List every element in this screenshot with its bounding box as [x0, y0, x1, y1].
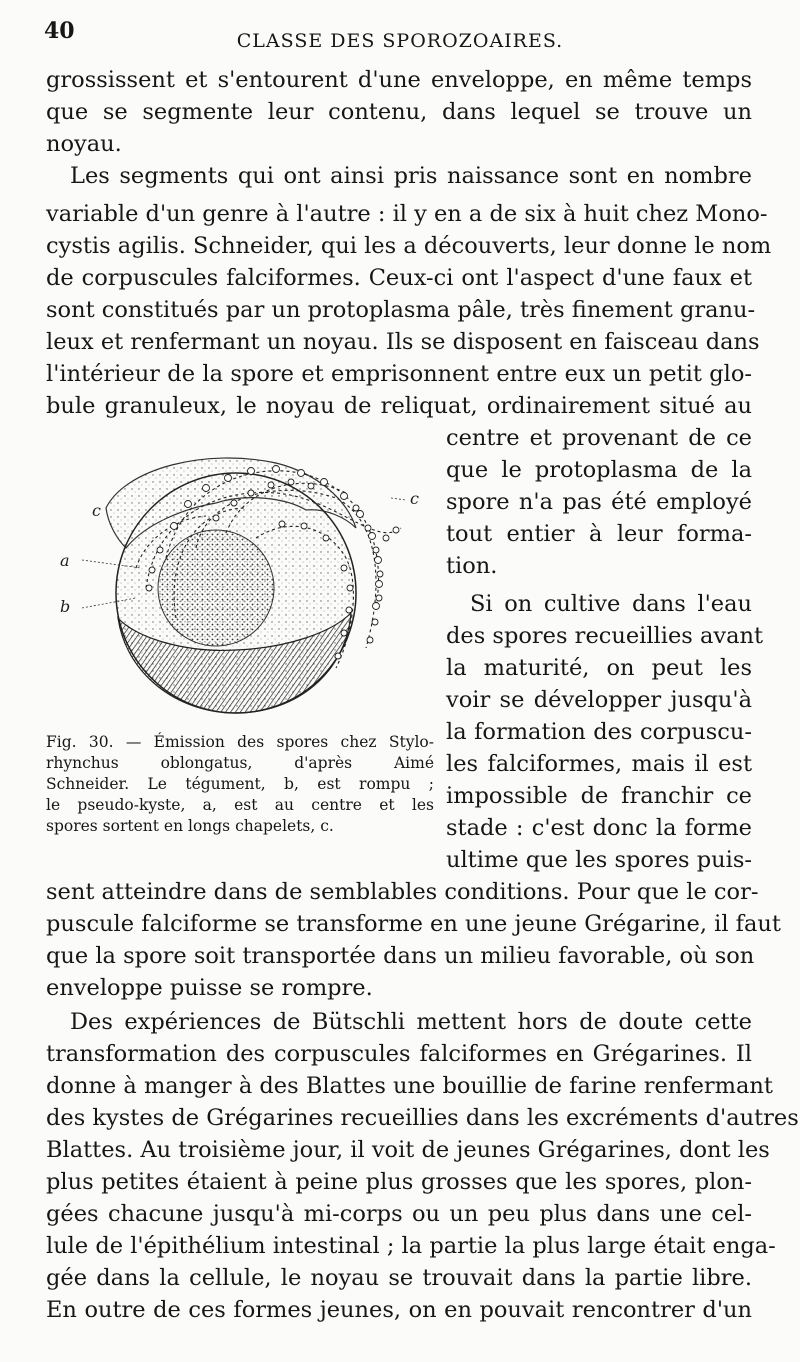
- figure-caption-line: rhynchus oblongatus, d'après Aimé: [46, 754, 434, 772]
- side-line: tion.: [446, 553, 498, 579]
- figure-label-a: a: [60, 551, 70, 570]
- body-line: bule granuleux, le noyau de reliquat, ordinairement situé au: [46, 393, 752, 419]
- side-line: les falciformes, mais il est: [446, 751, 752, 777]
- body-line: lule de l'épithélium intestinal ; la partie la plus large était enga-: [46, 1233, 776, 1259]
- figure-label-c-left: c: [92, 501, 101, 520]
- body-line: sent atteindre dans de semblables conditions. Pour que le cor-: [46, 879, 759, 905]
- figure-illustration: [46, 438, 436, 718]
- body-line: de corpuscules falciformes. Ceux-ci ont l'aspect d'une faux et: [46, 265, 752, 291]
- figure-caption-line: le pseudo-kyste, a, est au centre et les: [46, 796, 434, 814]
- body-line: donne à manger à des Blattes une bouillie de farine renfermant: [46, 1073, 773, 1099]
- side-line: stade : c'est donc la forme: [446, 815, 752, 841]
- body-line: sont constitués par un protoplasma pâle, très finement granu-: [46, 297, 756, 323]
- side-line: la maturité, on peut les: [446, 655, 752, 681]
- figure-caption-line: spores sortent en longs chapelets, c.: [46, 817, 334, 835]
- body-line: gée dans la cellule, le noyau se trouvait dans la partie libre.: [46, 1265, 752, 1291]
- body-line: Les segments qui ont ainsi pris naissance sont en nombre: [70, 163, 752, 189]
- body-line: des kystes de Grégarines recueillies dans les excréments d'autres: [46, 1105, 799, 1131]
- figure-label-c-right: c: [410, 489, 419, 508]
- running-title: CLASSE DES SPOROZOAIRES.: [236, 30, 564, 52]
- side-line: voir se développer jusqu'à: [446, 687, 752, 713]
- side-line: spore n'a pas été employé: [446, 489, 752, 515]
- side-line: impossible de franchir ce: [446, 783, 752, 809]
- side-line: centre et provenant de ce: [446, 425, 752, 451]
- body-line: grossissent et s'entourent d'une enveloppe, en même temps: [46, 67, 752, 93]
- body-line: que se segmente leur contenu, dans lequel se trouve un: [46, 99, 752, 125]
- body-line: gées chacune jusqu'à mi-corps ou un peu plus dans une cel-: [46, 1201, 752, 1227]
- side-line: que le protoplasma de la: [446, 457, 752, 483]
- side-line: tout entier à leur forma-: [446, 521, 752, 547]
- figure-caption-line: Schneider. Le tégument, b, est rompu ;: [46, 775, 434, 793]
- body-line: variable d'un genre à l'autre : il y en a de six à huit chez Mono-: [46, 201, 768, 227]
- page-number: 40: [44, 18, 75, 44]
- body-line: enveloppe puisse se rompre.: [46, 975, 373, 1001]
- body-line: puscule falciforme se transforme en une jeune Grégarine, il faut: [46, 911, 781, 937]
- body-line: transformation des corpuscules falciformes en Grégarines. Il: [46, 1041, 752, 1067]
- body-line: noyau.: [46, 131, 122, 157]
- figure-caption-line: Fig. 30. — Émission des spores chez Stylo-: [46, 733, 434, 751]
- body-line: l'intérieur de la spore et emprisonnent entre eux un petit glo-: [46, 361, 752, 387]
- body-line: En outre de ces formes jeunes, on en pouvait rencontrer d'un: [46, 1297, 752, 1323]
- side-line: ultime que les spores puis-: [446, 847, 752, 873]
- body-line: Des expériences de Bütschli mettent hors de doute cette: [70, 1009, 752, 1035]
- body-line: leux et renfermant un noyau. Ils se disposent en faisceau dans: [46, 329, 760, 355]
- body-line: cystis agilis. Schneider, qui les a découverts, leur donne le nom: [46, 233, 772, 259]
- body-line: que la spore soit transportée dans un milieu favorable, où son: [46, 943, 755, 969]
- body-line: plus petites étaient à peine plus grosses que les spores, plon-: [46, 1169, 752, 1195]
- side-line: la formation des corpuscu-: [446, 719, 752, 745]
- body-line: Blattes. Au troisième jour, il voit de jeunes Grégarines, dont les: [46, 1137, 770, 1163]
- figure-label-b: b: [60, 597, 71, 616]
- side-line: Si on cultive dans l'eau: [470, 591, 752, 617]
- side-line: des spores recueillies avant: [446, 623, 764, 649]
- spore-emission-drawing: [46, 438, 436, 718]
